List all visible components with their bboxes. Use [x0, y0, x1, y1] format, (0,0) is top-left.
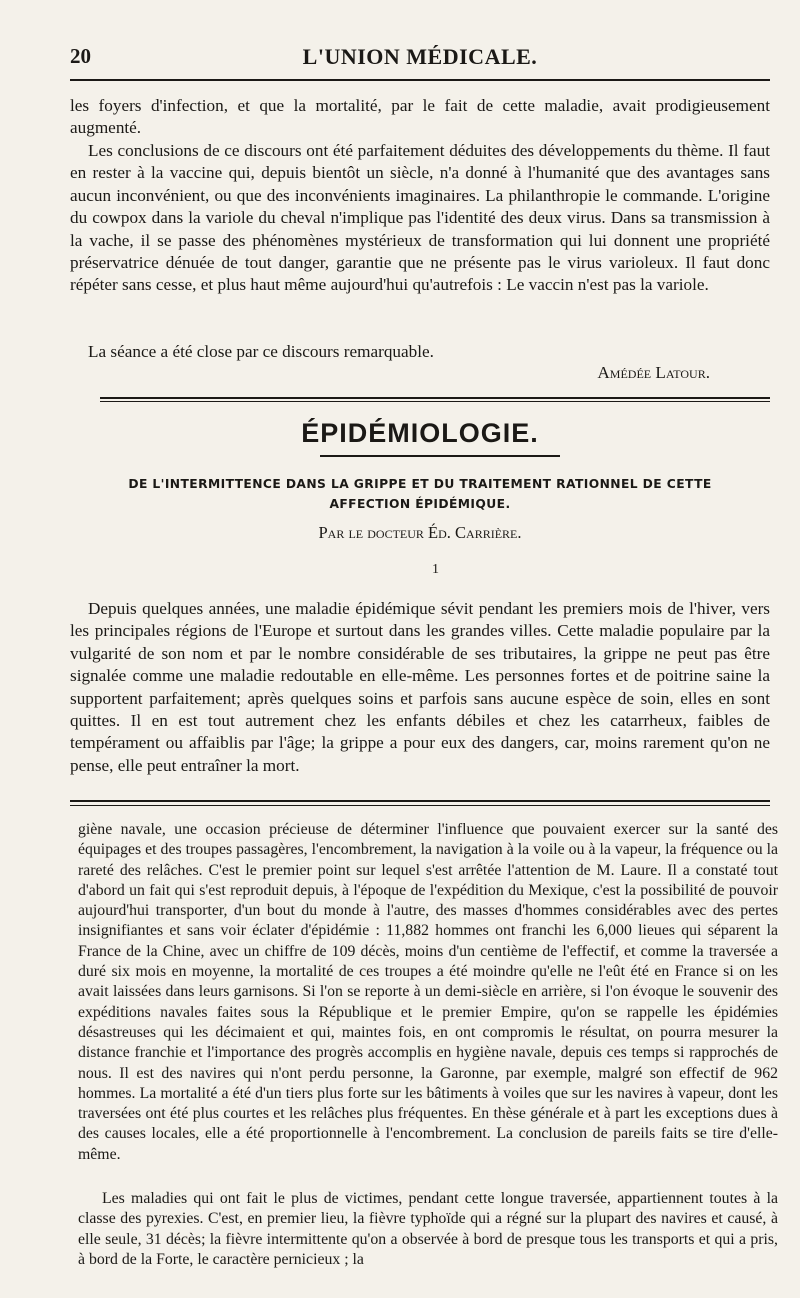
header-rule [70, 79, 770, 81]
section-title-underline [320, 455, 560, 457]
footnote-marker: 1 [432, 562, 439, 577]
page-header [70, 44, 770, 74]
feuilleton-rule-thin [70, 805, 770, 806]
article-paragraph: Depuis quelques années, une maladie épidémique sévit pendant les premiers mois de l'hiver, vers les principales régions de l'Europe et surtout dans les grandes villes. Cette maladie populaire par la vulgarité de son nom et par le nombre considérable de ses tributaires, la grippe ne peut pas être signalée comme une maladie redoutable en elle-même. Les personnes fortes et de poitrine saine la supportent parfaitement; après quelques soins et parfois sans aucune espèce de soin, elles en sont quittes. Il en est tout autrement chez les enfants débiles et chez les catarrheux, faibles de tempérament ou affaiblis par l'âge; la grippe a pour eux des dangers, car, moins rarement qu'on ne pense, elle peut entraîner la mort. [70, 599, 770, 775]
feuilleton-rule-thick [70, 800, 770, 802]
article-title [70, 474, 770, 514]
paragraph-closing: La séance a été close par ce discours remarquable. [88, 342, 434, 361]
paragraph-continuation: les foyers d'infection, et que la mortalité, par le fait de cette maladie, avait prodigieusement augmenté. [70, 96, 770, 138]
feuilleton-paragraph-1: giène navale, une occasion précieuse de déterminer l'influence que pouvaient exercer sur la santé des équipages et des troupes passagères, l'encombrement, la navigation à la voile ou à la vapeur, la fréquence ou la rareté des relâches. C'est le premier point sur lequel s'est arrêtée l'attention de M. Laure. Il a constaté tout d'abord un fait qui s'est reproduit depuis, à l'époque de l'expédition du Mexique, c'est la possibilité de pouvoir aujourd'hui transporter, d'un bout du monde à l'autre, des masses d'hommes considérables avec des pertes insignifiantes et sans voir éclater d'épidémie : 11,882 hommes ont franchi les 6,000 lieues qui séparent la France de la Chine, avec un chiffre de 109 décès, moins d'un centième de l'effectif, et comme la traversée a duré six mois en moyenne, la mortalité de ces troupes a été moindre qu'elle ne l'eût été en France si on les avait laissées dans leurs garnisons. Si l'on se reporte à un demi-siècle en arrière, si l'on évoque le souvenir des expéditions navales faites sous la République et le premier Empire, qu'on se rappelle les épidémies désastreuses qui les décimaient et qui, maintes fois, en ont compromis le résultat, on pourra mesurer la distance franchie et l'importance des progrès accomplis en hygiène navale, depuis ces temps si rapprochés de nous. Il est des navires qui n'ont perdu personne, la Garonne, par exemple, malgré son effectif de 962 hommes. La mortalité a été d'un tiers plus forte sur les bâtiments à voiles que sur les navires à vapeur, dont les traversées ont été plus courtes et les relâches plus fréquentes. En thèse générale et à part les exceptions dues à des causes locales, elle a été proportionnelle à l'encombrement. La conclusion de pareils faits se tire d'elle-même. [78, 821, 778, 1163]
section-rule-thick [100, 397, 770, 399]
article-title-line-1: DE L'INTERMITTENCE DANS LA GRIPPE ET DU TRAITEMENT RATIONNEL DE CETTE [128, 477, 712, 491]
page-number: 20 [70, 44, 91, 68]
section-rule-thin [100, 401, 770, 402]
section-title: ÉPIDÉMIOLOGIE. [301, 418, 539, 448]
feuilleton-paragraph-2: Les maladies qui ont fait le plus de victimes, pendant cette longue traversée, appartiennent toutes à la classe des pyrexies. C'est, en premier lieu, la fièvre typhoïde qui a régné sur la plupart des navires et causé, à elle seule, 31 décès; la fièvre intermittente qu'on a observée à bord de presque tous les transports et qui a pris, à bord de la Forte, le caractère pernicieux ; la [78, 1190, 778, 1268]
article-byline: Par le docteur Éd. Carrière. [318, 523, 522, 542]
journal-title: L'UNION MÉDICALE. [302, 44, 538, 69]
paragraph-conclusions: Les conclusions de ce discours ont été parfaitement déduites des développements du thème. Il faut en rester à la vaccine qui, depuis bientôt un siècle, n'a donné à l'humanité que des avantages sans aucun inconvénient, ou que des inconvénients imaginaires. La philanthropie le commande. L'origine du cowpox dans la variole du cheval n'implique pas l'identité des deux virus. Dans sa transmission à la vache, il se passe des phénomènes mystérieux de transformation qui lui donnent une propriété préservatrice dénuée de tout danger, garantie que ne présente pas le virus varioleux. Il faut donc répéter sans cesse, et plus haut même aujourd'hui qu'autrefois : Le vaccin n'est pas la variole. [70, 141, 770, 295]
article-title-line-2: AFFECTION ÉPIDÉMIQUE. [329, 497, 511, 511]
author-signature: Amédée Latour. [597, 363, 710, 382]
